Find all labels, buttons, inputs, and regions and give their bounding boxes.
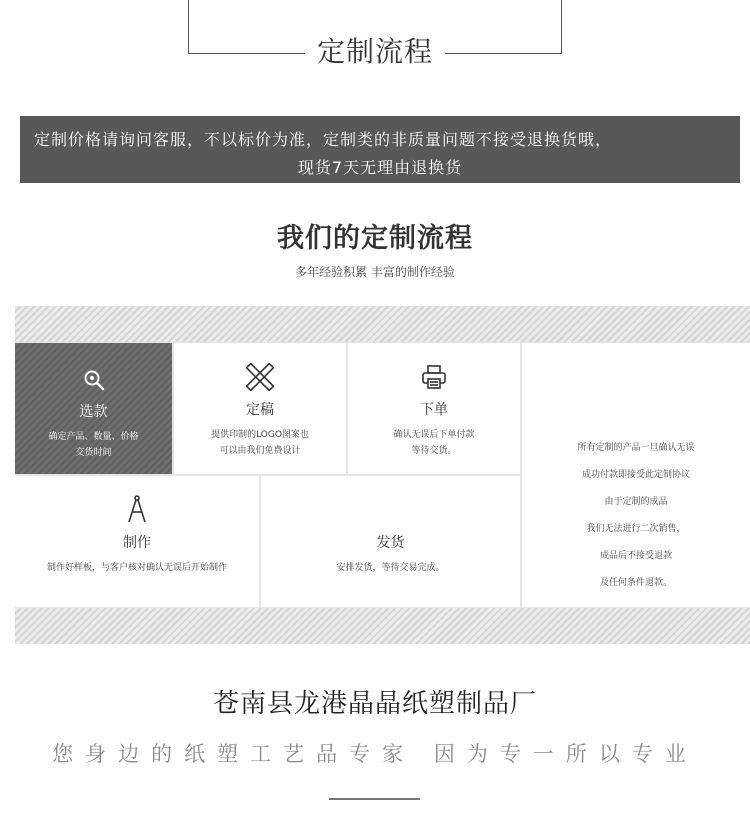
policy-list bbox=[522, 343, 750, 597]
notice-line-2: 现货7天无理由退换货 bbox=[297, 158, 463, 177]
notice-line-1: 定制价格请询问客服，不以标价为准，定制类的非质量问题不接受退换货哦， bbox=[34, 130, 613, 149]
step-order-desc-2: 等待交货。 bbox=[411, 446, 457, 456]
policy-line: 我们无法进行二次销售， bbox=[586, 524, 686, 534]
notice-banner bbox=[20, 116, 740, 183]
policy-line: 由于定制的成品 bbox=[604, 497, 668, 507]
step-select-desc-1: 确定产品、数量、价格 bbox=[48, 432, 139, 442]
footer-divider bbox=[329, 798, 420, 800]
step-ship-desc: 安排发货，等待交易完成。 bbox=[336, 563, 445, 573]
step-draft-name: 定稿 bbox=[246, 402, 274, 418]
step-make-name: 制作 bbox=[123, 535, 151, 551]
policy-line: 成功付款即接受此定制协议 bbox=[581, 470, 690, 480]
step-draft bbox=[174, 343, 346, 474]
policy-line: 所有定制的产品一旦确认无误 bbox=[577, 443, 695, 453]
step-select-desc-2: 交货时间 bbox=[75, 448, 112, 458]
policy-line: 成品后不接受退款 bbox=[599, 551, 672, 561]
step-order-desc-1: 确认无误后下单付款 bbox=[393, 430, 475, 440]
step-select-name: 选款 bbox=[79, 404, 108, 420]
company-name: 苍南县龙港晶晶纸塑制品厂 bbox=[212, 689, 537, 719]
step-order-desc bbox=[348, 427, 520, 459]
step-draft-desc-1: 提供印制的LOGO图案也 bbox=[211, 430, 309, 440]
stripe-band-top bbox=[15, 306, 750, 342]
slogan: 您身边的纸塑工艺品专家 因为专一所以专业 bbox=[52, 742, 698, 766]
stripe-band-bottom bbox=[15, 608, 750, 644]
step-make-desc: 制作好样板，与客户核对确认无误后开始制作 bbox=[46, 563, 227, 573]
step-order-name: 下单 bbox=[420, 402, 448, 418]
step-select bbox=[15, 343, 172, 474]
step-draft-desc bbox=[174, 427, 346, 459]
process-title: 我们的定制流程 bbox=[277, 223, 473, 254]
step-ship bbox=[261, 476, 520, 607]
process-subtitle: 多年经验积累 丰富的制作经验 bbox=[295, 265, 455, 279]
step-ship-name: 发货 bbox=[376, 535, 405, 551]
printer-icon bbox=[420, 363, 448, 391]
compass-icon bbox=[124, 494, 150, 524]
step-select-desc bbox=[15, 429, 172, 461]
step-draft-desc-2: 可以由我们免费设计 bbox=[219, 446, 301, 456]
ruler-pencil-icon bbox=[246, 363, 274, 391]
magnifier-icon bbox=[81, 367, 107, 393]
step-order bbox=[348, 343, 520, 474]
header-title: 定制流程 bbox=[305, 30, 445, 70]
step-make bbox=[15, 476, 259, 607]
policy-line: 及任何条件退款。 bbox=[599, 578, 672, 588]
policy-panel bbox=[522, 343, 750, 607]
